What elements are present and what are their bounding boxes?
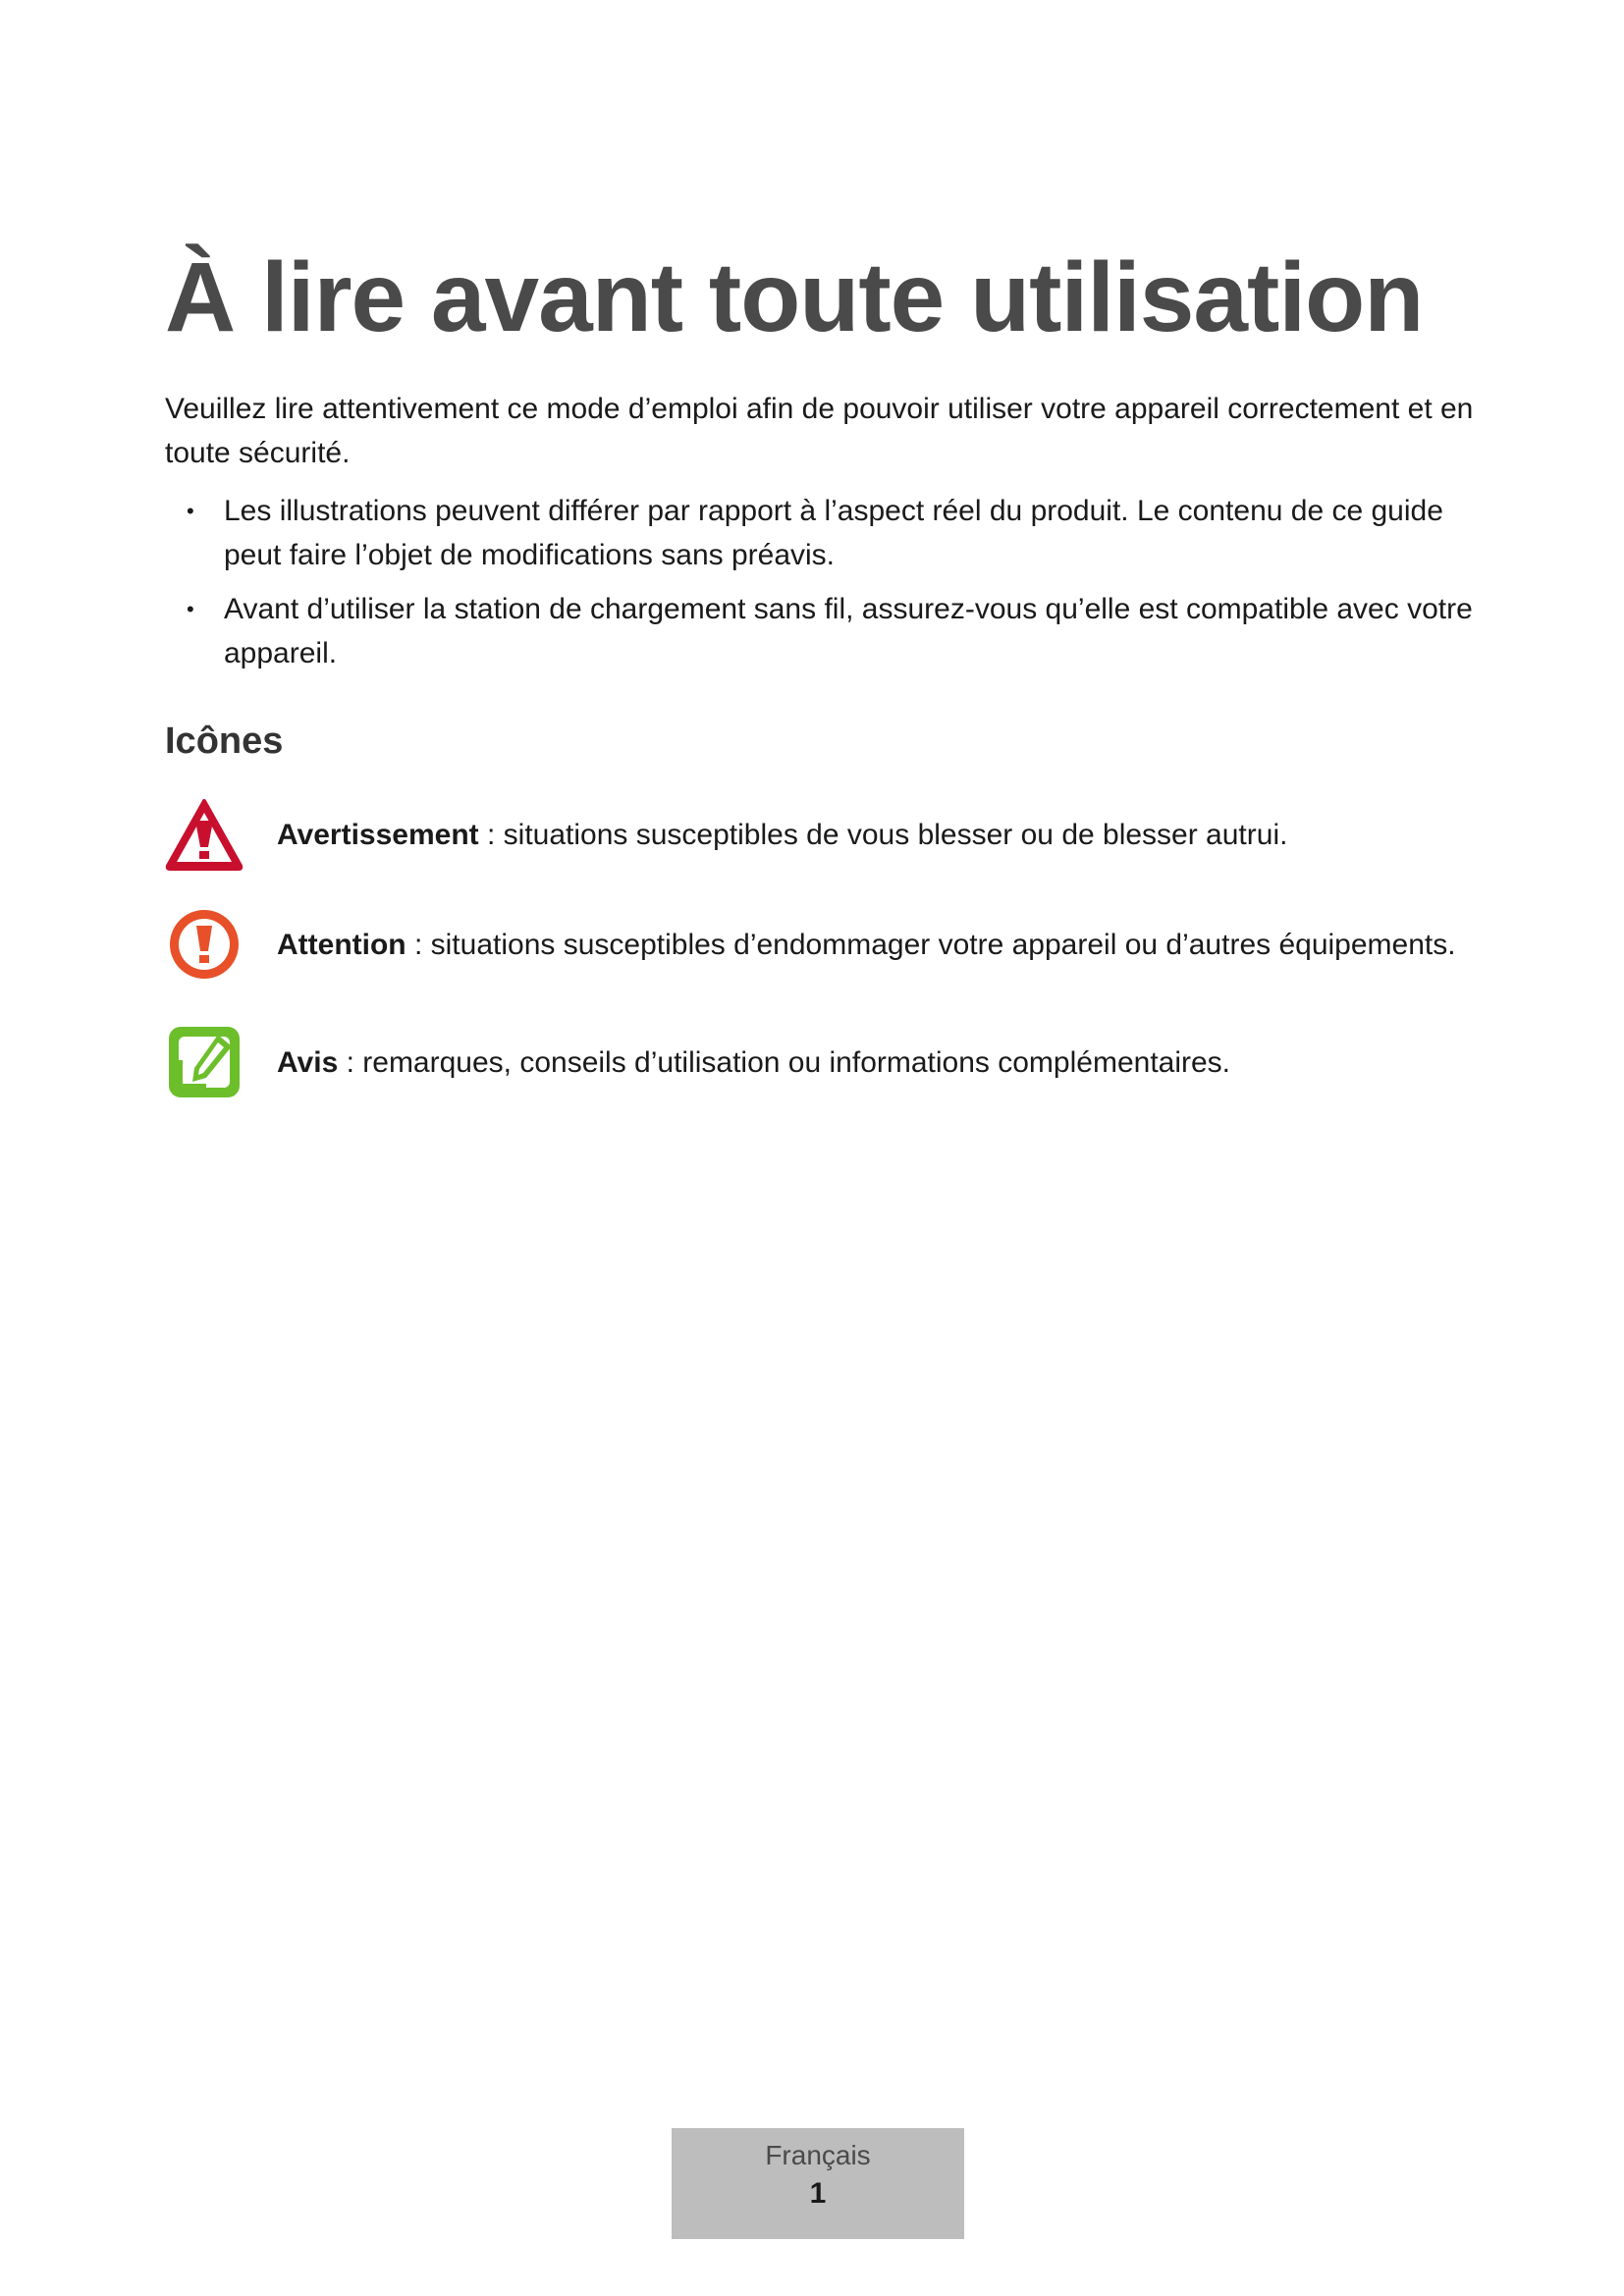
icon-row-warning xyxy=(165,795,1520,874)
warning-triangle-icon xyxy=(165,795,244,874)
bullet-item xyxy=(165,587,1481,675)
section-heading-icons: Icônes xyxy=(165,721,284,762)
caution-circle-icon xyxy=(165,905,244,984)
icon-row-note xyxy=(165,1023,1520,1101)
icon-text: : situations susceptibles de vous blesser ou de blesser autrui. xyxy=(478,818,1288,851)
icon-label: Avertissement xyxy=(277,818,479,851)
note-pen-icon xyxy=(165,1023,244,1101)
bullet-list xyxy=(165,489,1481,685)
icon-text: : situations susceptibles d’endommager votre appareil ou d’autres équipements. xyxy=(406,928,1456,961)
bullet-text: Avant d’utiliser la station de chargement sans fil, assurez-vous qu’elle est compatible avec votre appareil. xyxy=(224,593,1473,669)
footer-language: Français xyxy=(765,2140,871,2170)
icon-label: Attention xyxy=(277,928,406,961)
bullet-marker: • xyxy=(187,597,194,621)
bullet-item xyxy=(165,489,1481,577)
icon-description-caution xyxy=(277,923,1456,967)
icon-description-warning xyxy=(277,813,1287,857)
icon-description-note xyxy=(277,1041,1230,1085)
icon-label: Avis xyxy=(277,1045,339,1079)
icon-row-caution xyxy=(165,905,1520,984)
bullet-text: Les illustrations peuvent différer par rapport à l’aspect réel du produit. Le contenu de ce guide peut faire l’objet de modifications sans préavis. xyxy=(224,495,1443,571)
page-footer xyxy=(672,2128,964,2239)
page-title: À lire avant toute utilisation xyxy=(165,242,1424,352)
bullet-marker: • xyxy=(187,499,194,523)
icon-text: : remarques, conseils d’utilisation ou informations complémentaires. xyxy=(338,1045,1231,1079)
page-number: 1 xyxy=(809,2177,827,2210)
intro-paragraph: Veuillez lire attentivement ce mode d’emploi afin de pouvoir utiliser votre appareil correctement et en toute sécurité. xyxy=(165,393,1474,469)
